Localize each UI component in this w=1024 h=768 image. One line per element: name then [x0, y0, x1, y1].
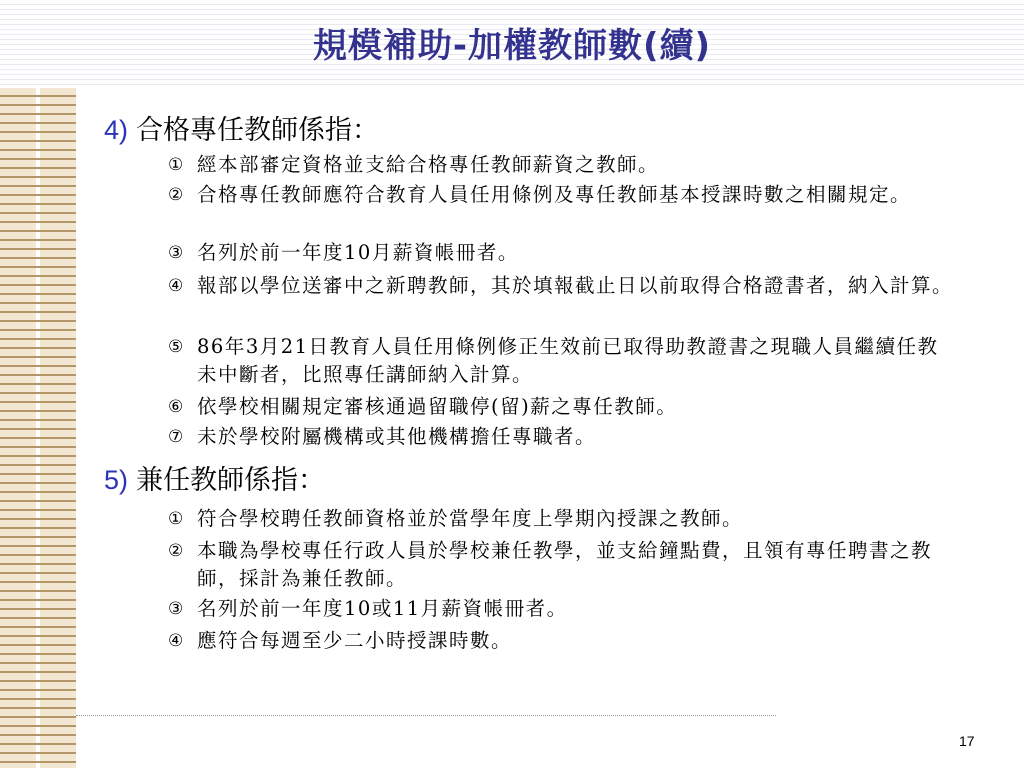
list-item — [168, 505, 958, 533]
item-text: 經本部審定資格並支給合格專任教師薪資之教師。 — [197, 153, 660, 176]
item-text: 報部以學位送審中之新聘教師，其於填報截止日以前取得合格證書者，納入計算。 — [197, 274, 954, 297]
item-marker: ① — [168, 155, 185, 175]
item-text: 符合學校聘任教師資格並於當學年度上學期內授課之教師。 — [197, 507, 744, 530]
item-marker: ① — [168, 509, 185, 529]
item-text: 合格專任教師應符合教育人員任用條例及專任教師基本授課時數之相關規定。 — [197, 183, 912, 206]
item-marker: ⑤ — [168, 337, 185, 357]
item-marker: ② — [168, 185, 185, 205]
list-item — [168, 627, 958, 655]
item-text: 應符合每週至少二小時授課時數。 — [197, 629, 513, 652]
page-number: 17 — [959, 733, 975, 749]
item-text: 名列於前一年度10月薪資帳冊者。 — [197, 241, 519, 264]
item-marker: ③ — [168, 599, 185, 619]
footer-divider — [76, 715, 776, 716]
item-text: 名列於前一年度10或11月薪資帳冊者。 — [197, 597, 568, 620]
item-marker: ② — [168, 541, 185, 561]
item-marker: ⑦ — [168, 427, 185, 447]
list-item — [168, 181, 958, 209]
list-item — [168, 151, 958, 179]
left-decorative-bar — [0, 88, 76, 768]
slide-title: 規模補助-加權教師數(續) — [312, 26, 712, 66]
item-text: 本職為學校專任行政人員於學校兼任教學，並支給鐘點費，且領有專任聘書之教師，採計為兼任教師。 — [197, 539, 933, 590]
item-text: 86年3月21日教育人員任用條例修正生效前已取得助教證書之現職人員繼續任教未中斷者，比照專任講師納入計算。 — [197, 335, 939, 386]
list-item — [168, 272, 958, 300]
item-marker: ③ — [168, 243, 185, 263]
item-marker: ④ — [168, 276, 185, 296]
list-item — [168, 333, 958, 389]
list-item — [168, 239, 958, 267]
list-item — [168, 595, 958, 623]
list-item — [168, 537, 958, 593]
item-marker: ④ — [168, 631, 185, 651]
section-number: 4) — [104, 115, 129, 145]
list-item — [168, 393, 958, 421]
item-text: 未於學校附屬機構或其他機構擔任專職者。 — [197, 425, 597, 448]
section-heading-text: 兼任教師係指： — [136, 465, 326, 496]
section-5-heading — [104, 458, 325, 497]
section-heading-text: 合格專任教師係指： — [136, 115, 380, 146]
list-item — [168, 423, 958, 451]
item-marker: ⑥ — [168, 397, 185, 417]
item-text: 依學校相關規定審核通過留職停(留)薪之專任教師。 — [197, 395, 678, 418]
section-number: 5) — [104, 465, 129, 495]
section-4-heading — [104, 108, 379, 147]
